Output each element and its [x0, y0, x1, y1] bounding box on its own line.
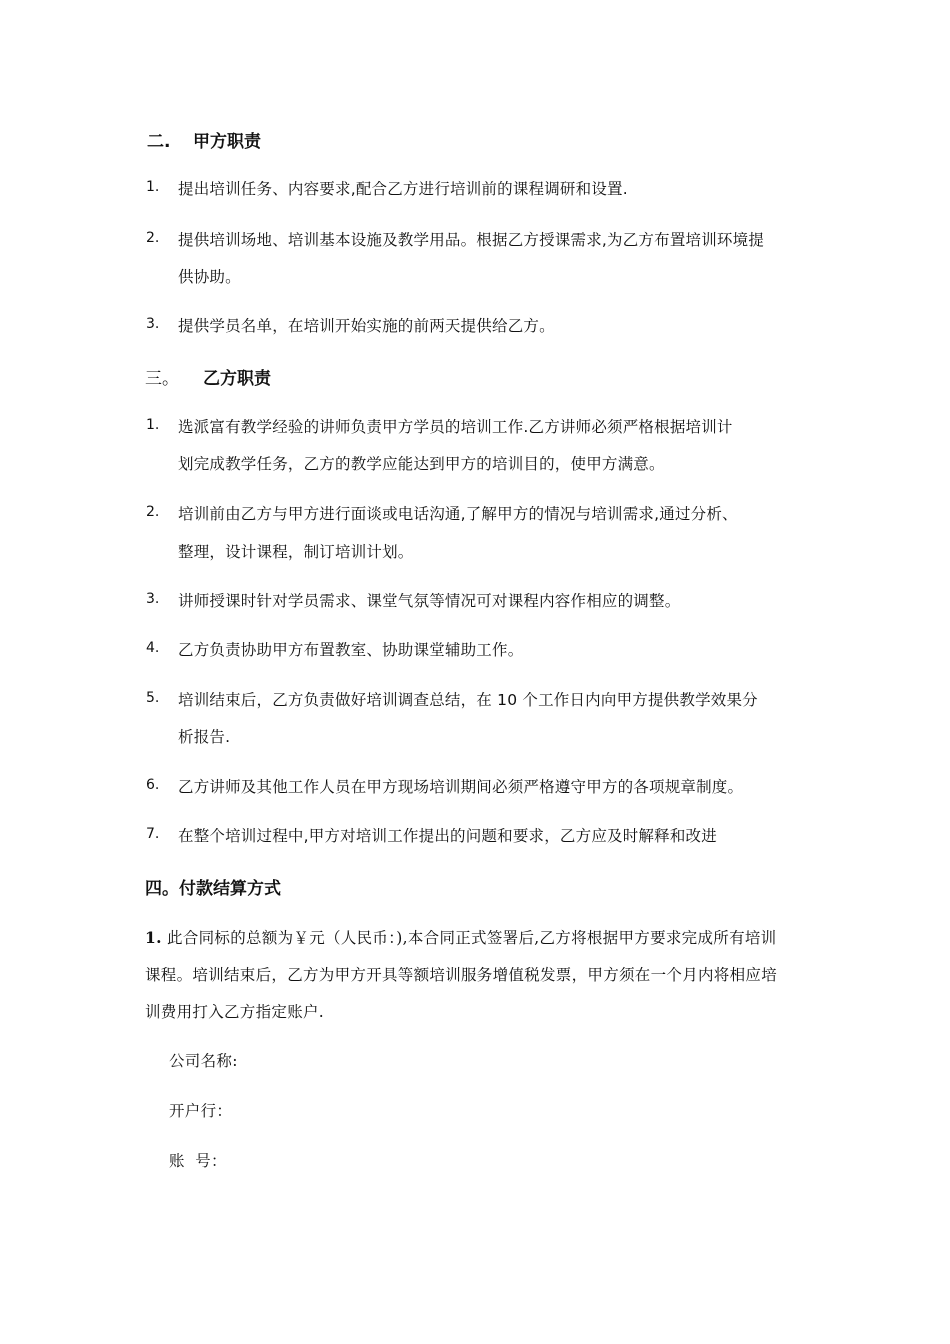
section4-heading: 四。付款结算方式	[145, 879, 281, 899]
section3-item-5-text-cont: 析报告.	[178, 728, 231, 746]
section3-item-5-text: 培训结束后，乙方负责做好培训调查总结，在 10 个工作日内向甲方提供教学效果分	[178, 691, 758, 709]
section3-item-2-text: 培训前由乙方与甲方进行面谈或电话沟通,了解甲方的情况与培训需求,通过分析、	[178, 505, 738, 523]
section2-item-3-number: 3.	[146, 316, 160, 332]
section3-item-1-text: 选派富有教学经验的讲师负责甲方学员的培训工作.乙方讲师必须严格根据培训计	[178, 418, 733, 436]
company-name-field: 公司名称:	[169, 1052, 238, 1070]
section3-item-6-text: 乙方讲师及其他工作人员在甲方现场培训期间必须严格遵守甲方的各项规章制度。	[178, 778, 744, 796]
section4-para-line-3: 训费用打入乙方指定账户.	[145, 1003, 325, 1021]
section3-item-3-number: 3.	[146, 591, 160, 607]
section2-item-2-number: 2.	[146, 230, 160, 246]
section3-item-7-number: 7.	[146, 826, 160, 842]
section4-para-line-1: 此合同标的总额为￥元（人民币：),本合同正式签署后,乙方将根据甲方要求完成所有培训	[167, 929, 777, 947]
section3-item-1-number: 1.	[146, 417, 160, 433]
section3-item-5-number: 5.	[146, 690, 160, 706]
section3-item-1-text-cont: 划完成教学任务，乙方的教学应能达到甲方的培训目的，使甲方满意。	[178, 455, 665, 473]
section3-item-4-number: 4.	[146, 640, 160, 656]
section3-number: 三。	[145, 369, 179, 389]
section2-item-2-text: 提供培训场地、培训基本设施及教学用品。根据乙方授课需求,为乙方布置培训环境提	[178, 231, 765, 249]
section2-item-1-text: 提出培训任务、内容要求,配合乙方进行培训前的课程调研和设置.	[178, 180, 628, 198]
section2-number: 二.	[147, 132, 171, 152]
section4-para-line-2: 课程。培训结束后，乙方为甲方开具等额培训服务增值税发票，甲方须在一个月内将相应培	[145, 966, 778, 984]
account-number-field: 账 号：	[169, 1152, 227, 1170]
section2-heading: 甲方职责	[193, 132, 261, 152]
section3-item-7-text: 在整个培训过程中,甲方对培训工作提出的问题和要求，乙方应及时解释和改进	[178, 827, 717, 845]
section3-item-2-text-cont: 整理，设计课程，制订培训计划。	[178, 543, 414, 561]
section2-item-3-text: 提供学员名单，在培训开始实施的前两天提供给乙方。	[178, 317, 555, 335]
section3-heading: 乙方职责	[203, 369, 271, 389]
section3-item-4-text: 乙方负责协助甲方布置教室、协助课堂辅助工作。	[178, 641, 524, 659]
section2-item-1-number: 1.	[146, 179, 160, 195]
section2-item-2-text-cont: 供协助。	[178, 268, 241, 286]
bank-field: 开户行：	[169, 1102, 233, 1120]
section3-item-3-text: 讲师授课时针对学员需求、课堂气氛等情况可对课程内容作相应的调整。	[178, 592, 681, 610]
section3-item-2-number: 2.	[146, 504, 160, 520]
section3-item-6-number: 6.	[146, 777, 160, 793]
section4-para-number: 1.	[145, 928, 162, 947]
